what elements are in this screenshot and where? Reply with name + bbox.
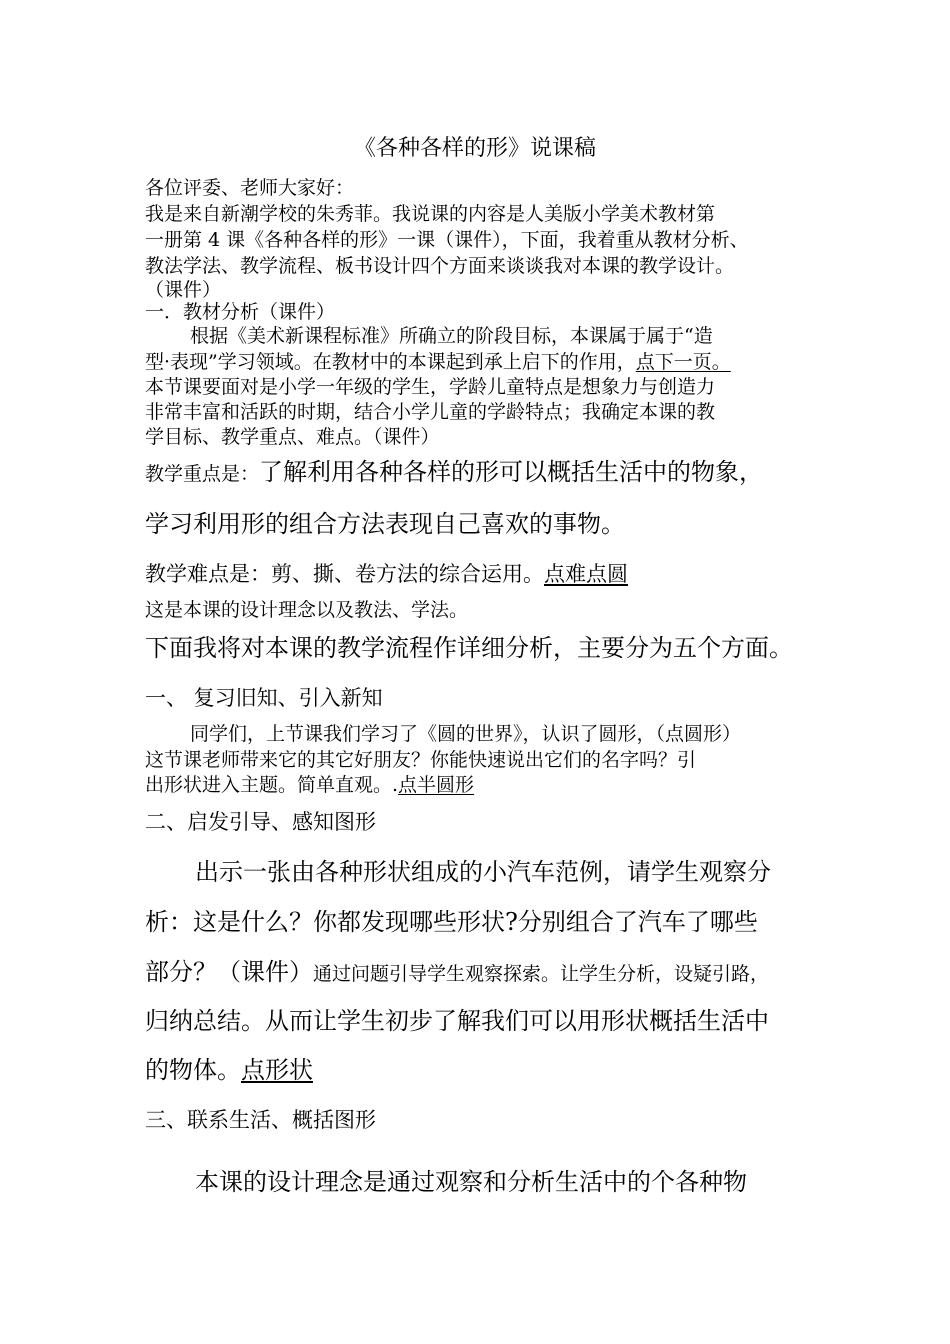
step-2-line-2: 析：这是什么？你都发现哪些形状?分别组合了汽车了哪些 [145, 908, 758, 936]
analysis-line-1: 根据《美术新课程标准》所确立的阶段目标，本课属于属于“造 [190, 325, 713, 347]
design-concept-line: 这是本课的设计理念以及教法、学法。 [145, 599, 469, 621]
intro-line-2: 一册第 4 课《各种各样的形》一课（课件），下面，我着重从教材分析、 [145, 229, 749, 251]
greeting-line: 各位评委、老师大家好： [145, 177, 355, 199]
analysis-line-4: 非常丰富和活跃的时期，结合小学儿童的学龄特点；我确定本课的教 [145, 401, 716, 423]
analysis-line-5: 学目标、教学重点、难点。（课件） [145, 426, 440, 448]
step-1-line-2: 这节课老师带来它的其它好朋友？你能快速说出它们的名字吗？引 [145, 749, 697, 771]
semicircle-link[interactable]: 点半圆形 [398, 774, 475, 796]
difficulty-circle-link[interactable]: 点难点圆 [544, 562, 628, 586]
key-point-text: 了解利用各种各样的形可以概括生活中的物象， [259, 458, 764, 486]
shapes-link[interactable]: 点形状 [241, 1056, 313, 1084]
step-2-line-4: 归纳总结。从而让学生初步了解我们可以用形状概括生活中 [145, 1007, 769, 1035]
step-2-line-5-text: 的物体。 [145, 1056, 241, 1084]
section-heading-analysis: 一．教材分析（课件） [145, 301, 336, 323]
key-point-line [145, 456, 763, 491]
difficulty-text: 教学难点是：剪、撕、卷方法的综合运用。 [145, 562, 544, 586]
step-1-line-3 [145, 773, 474, 797]
key-point-label: 教学重点是： [145, 463, 260, 485]
step-3-heading: 三、联系生活、概括图形 [145, 1108, 376, 1132]
analysis-line-2-text: 型·表现”学习领域。在教材中的本课起到承上启下的作用， [145, 351, 636, 373]
intro-line-1: 我是来自新潮学校的朱秀菲。我说课的内容是人美版小学美术教材第 [145, 203, 716, 225]
step-2-line-3 [145, 956, 769, 991]
key-point-line-2: 学习利用形的组合方法表现自己喜欢的事物。 [145, 510, 625, 538]
analysis-line-2 [145, 350, 731, 374]
document-title: 《各种各样的形》说课稿 [353, 136, 596, 161]
step-1-heading: 一、 复习旧知、引入新知 [145, 686, 383, 710]
step-3-line-1: 本课的设计理念是通过观察和分析生活中的个各种物 [195, 1168, 747, 1196]
next-page-link[interactable]: 点下一页。 [635, 351, 731, 373]
step-2-line-3-b: 通过问题引导学生观察探索。让学生分析，设疑引路， [313, 963, 770, 985]
intro-line-4: （课件） [145, 279, 222, 301]
flow-intro-line: 下面我将对本课的教学流程作详细分析，主要分为五个方面。 [145, 634, 793, 662]
analysis-line-3: 本节课要面对是小学一年级的学生，学龄儿童特点是想象力与创造力 [145, 376, 716, 398]
step-2-line-5 [145, 1054, 313, 1086]
step-2-line-3-a: 部分？（课件） [145, 958, 313, 986]
step-1-line-1: 同学们，上节课我们学习了《圆的世界》，认识了圆形，（点圆形） [190, 723, 742, 745]
step-1-line-3-text: 出形状进入主题。简单直观。. [145, 774, 399, 796]
step-2-heading: 二、启发引导、感知图形 [145, 810, 376, 834]
step-2-line-1: 出示一张由各种形状组成的小汽车范例，请学生观察分 [195, 858, 771, 886]
intro-line-3: 教法学法、教学流程、板书设计四个方面来谈谈我对本课的教学设计。 [145, 255, 735, 277]
difficulty-line [145, 560, 628, 588]
